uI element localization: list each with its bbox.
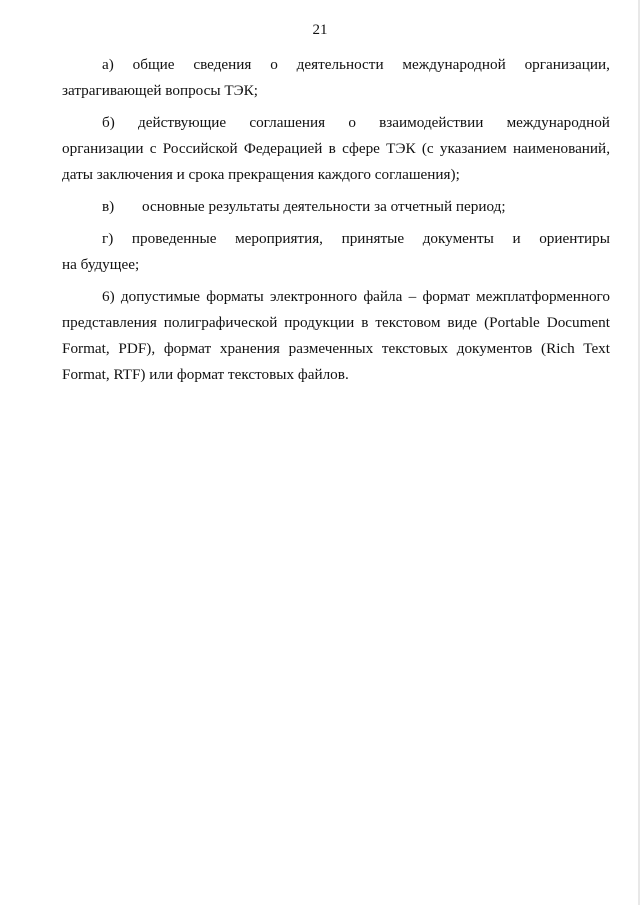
- para-6-line-4: Format, RTF) или формат текстовых файлов.: [62, 366, 349, 383]
- item-v-marker: в): [102, 198, 115, 215]
- item-a-word: международной: [402, 56, 506, 73]
- item-b-word: о: [348, 114, 356, 131]
- item-a-word: общие: [132, 56, 175, 73]
- item-a-line-2: затрагивающей вопросы ТЭК;: [62, 82, 259, 99]
- document-body: [62, 52, 610, 388]
- item-b-word: соглашения: [249, 114, 326, 131]
- item-g-word: принятые: [341, 230, 405, 247]
- page-number: 21: [312, 22, 328, 38]
- item-v-line-1: [62, 194, 610, 220]
- item-a-line-1: [62, 52, 610, 78]
- item-a-marker: а): [102, 56, 114, 73]
- para-6-line-2: представления полиграфической продукции в текстовом виде (Portable Document: [62, 314, 610, 331]
- item-b-marker: б): [102, 114, 115, 131]
- item-g-word: документы: [422, 230, 494, 247]
- para-6-line-3: Format, PDF), формат хранения размеченных текстовых документов (Rich Text: [62, 340, 610, 357]
- item-b-word: международной: [506, 114, 610, 131]
- item-g-word: мероприятия,: [235, 230, 323, 247]
- item-b-word: взаимодействии: [379, 114, 484, 131]
- item-b-line-3: даты заключения и срока прекращения каждого соглашения);: [62, 166, 460, 183]
- item-v-text: основные результаты деятельности за отчетный период;: [142, 198, 506, 215]
- item-g-line-1: [62, 226, 610, 252]
- item-b-line-1: [62, 110, 610, 136]
- item-g-marker: г): [102, 230, 114, 247]
- item-g-line-2: на будущее;: [62, 256, 140, 273]
- item-g-word: ориентиры: [539, 230, 610, 247]
- item-a-word: организации,: [524, 56, 610, 73]
- item-a-word: деятельности: [296, 56, 384, 73]
- item-g-word: и: [512, 230, 521, 247]
- item-b-word: действующие: [138, 114, 227, 131]
- para-6-line-1: 6) допустимые форматы электронного файла – формат межплатформенного: [102, 288, 610, 305]
- item-a-word: о: [270, 56, 278, 73]
- item-a-word: сведения: [193, 56, 252, 73]
- item-g-word: проведенные: [131, 230, 217, 247]
- item-b-line-2: организации с Российской Федерацией в сфере ТЭК (с указанием наименований,: [62, 140, 610, 157]
